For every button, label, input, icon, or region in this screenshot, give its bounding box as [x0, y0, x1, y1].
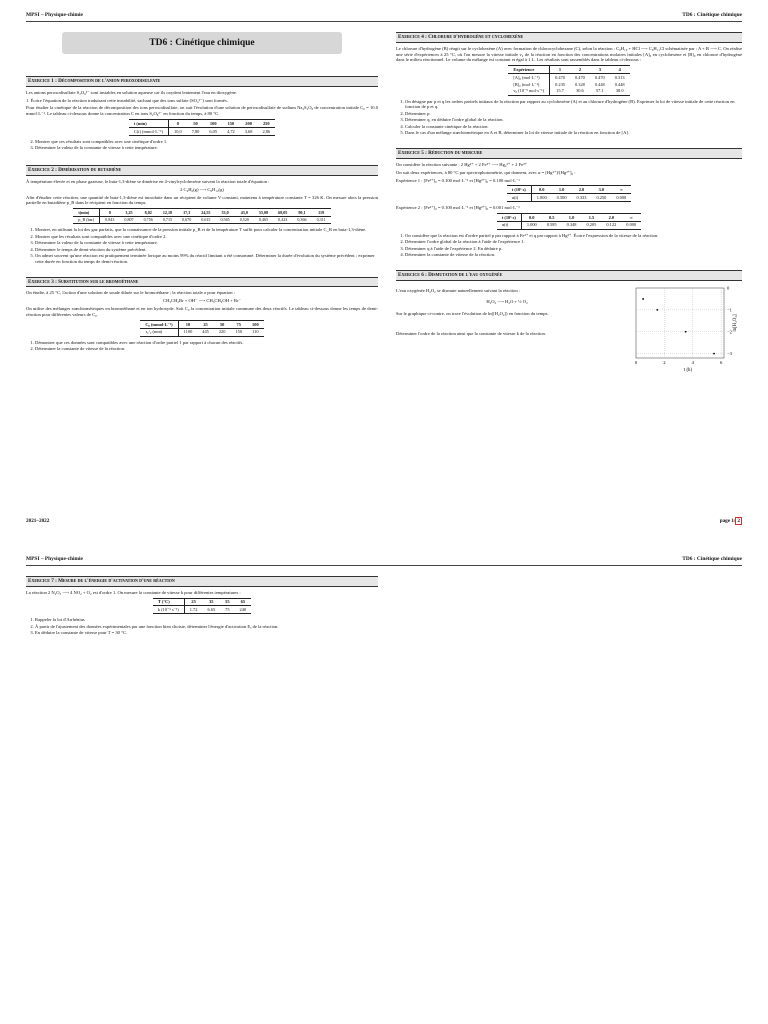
- table-cell: 0.470: [574, 74, 585, 80]
- table-cell: 240: [235, 606, 252, 614]
- table-cell: t(min): [73, 209, 99, 216]
- ex5-table2: [497, 213, 641, 230]
- table-cell: 0,715: [158, 216, 177, 223]
- ex3-heading: Exercice 3 : Substitution sur le bromoéthane: [26, 277, 378, 288]
- table-cell: 0.235: [555, 81, 565, 87]
- table-cell: 0,565: [215, 216, 234, 223]
- table-cell: 0.470: [555, 74, 565, 80]
- table-cell: 100: [204, 120, 222, 128]
- x-tick-label: 4: [691, 359, 694, 365]
- table-row: [73, 209, 330, 216]
- table-cell: 0.0: [521, 213, 541, 221]
- data-point: [713, 352, 715, 354]
- ex5-p2: On suit deux expériences, à 80 °C par spectrophotométrie, qui donnent, avec α = [Hg²⁺]/[Hg²⁺]₀ :: [396, 169, 576, 175]
- table-cell: 1: [550, 66, 570, 74]
- table-cell: 50: [187, 120, 205, 128]
- table-cell: 445: [197, 328, 214, 336]
- table-cell: 6.65: [202, 606, 220, 614]
- table-cell: 10,0: [169, 127, 187, 135]
- table-row: [497, 221, 641, 229]
- table-cell: 220: [214, 328, 231, 336]
- table-row: [140, 328, 263, 336]
- table-cell: 6,05: [204, 127, 222, 135]
- question-item: 4. Déterminer la constante de vitesse de la réaction.: [405, 252, 742, 258]
- table-cell: 1.0: [562, 213, 582, 221]
- ex7-table: [153, 598, 251, 615]
- y-tick-label: −2: [727, 328, 732, 334]
- table-cell: 17,3: [177, 209, 196, 216]
- table-cell: 0.470: [594, 74, 605, 80]
- table-row: [507, 194, 631, 202]
- table-cell: p_B (bar): [73, 216, 99, 223]
- table-cell: 1.72: [184, 606, 202, 614]
- question-item: 1. On désigne par p et q les ordres partiels initiaux de la réaction par rapport au cyclohexène (A) et au chlorure d'hydrogène (B). Exprimer la loi de vitesse initiale de cette réaction en fonction de p et q.: [405, 99, 742, 111]
- ex5-exp2: Expérience 2 : [Fe²⁺]₀ = 0.100 mol·L⁻¹ et [Hg²⁺]₀ = 0.001 mol·L⁻¹: [396, 205, 520, 211]
- ex6-p2: Sur le graphique ci-contre, on trace l'évolution de ln([H₂O₂]) en fonction du temps.: [396, 311, 549, 317]
- table-cell: 100: [247, 320, 264, 328]
- right-column: [396, 32, 742, 373]
- ex6-heading: Exercice 6 : Dismutation de l'eau oxygénée: [396, 270, 742, 281]
- question-item: 2. Montrer que les résultats sont compatibles avec une cinétique d'ordre 2.: [35, 234, 378, 240]
- table-cell: α(t): [507, 194, 532, 202]
- table-cell: 150: [230, 328, 247, 336]
- table-cell: [A]₀ (mol·L⁻¹): [508, 74, 549, 81]
- question-item: 4. Déterminer le temps de demi-réaction du système précédent.: [35, 247, 378, 253]
- table-cell: k (10⁻⁵ s⁻¹): [153, 606, 184, 614]
- table-cell: 1100: [178, 328, 197, 336]
- ex3-questions: [35, 340, 378, 352]
- table-cell: 75: [220, 606, 234, 614]
- ex2-questions: [35, 227, 378, 265]
- page2-header-right: TD6 : Cinétique chimique: [682, 556, 742, 562]
- table-cell: 75: [230, 320, 247, 328]
- table-cell: 1.0: [552, 186, 572, 194]
- table-cell: 119: [312, 209, 331, 216]
- table-cell: t (10⁵ s): [497, 213, 522, 221]
- data-point: [642, 298, 644, 300]
- table-cell: 0.333: [572, 194, 592, 202]
- table-cell: C₀ (mmol·L⁻¹): [140, 320, 178, 328]
- table-row: [73, 216, 330, 223]
- table-cell: 7,80: [187, 127, 205, 135]
- table-row: [153, 606, 251, 614]
- table-cell: 0.348: [562, 221, 582, 229]
- table-row: [497, 213, 641, 221]
- ex1-table: [129, 119, 275, 136]
- ln-h2o2-chart: [622, 284, 740, 373]
- plot-frame: [636, 288, 724, 358]
- table-cell: 30.6: [570, 88, 590, 95]
- table-cell: v₀ (10⁻⁹ mol·s⁻¹): [508, 88, 549, 95]
- table-cell: 0.000: [611, 194, 631, 202]
- table-cell: 0,520: [235, 216, 254, 223]
- ex5-exp1: Expérience 1 : [Fe²⁺]₀ = 0.100 mol·L⁻¹ et [Hg²⁺]₀ = 0.100 mol·L⁻¹: [396, 177, 520, 183]
- table-cell: 110: [247, 328, 264, 336]
- page2-header: [26, 556, 742, 563]
- table-cell: 25: [197, 320, 214, 328]
- header-rule: [26, 21, 742, 22]
- question-item: 4. Calculer la constante cinétique de la réaction.: [405, 124, 742, 130]
- table-cell: τ₁/₂ (min): [140, 328, 178, 336]
- table-row: [153, 598, 251, 606]
- table-cell: 2.0: [572, 186, 592, 194]
- ex6-equation: H₂O₂ ⟶ H₂O + ½ O₂: [486, 299, 528, 305]
- table-cell: 3,68: [240, 127, 258, 135]
- table-cell: 0.448: [614, 81, 625, 87]
- table-cell: 35: [202, 598, 220, 606]
- ex2-heading: Exercice 2 : Dimérisation du butadiène: [26, 165, 378, 176]
- table-cell: 0.000: [621, 221, 641, 229]
- table-cell: 2,86: [257, 127, 275, 135]
- table-cell: 0,423: [273, 216, 292, 223]
- ex3-p2: On utilise des mélanges stœchiométriques en bromoéthane et en ion hydroxyde. Soit C₀ la concentration initiale commune des deux réactifs. Le tableau ci-dessous donne les temps de demi-réaction pour différentes valeurs de C₀.: [26, 306, 378, 318]
- table-cell: [B]₀ (mol·L⁻¹): [508, 81, 549, 88]
- ex1-p2: 1. Écrire l'équation de la réaction traduisant cette instabilité, sachant que des ions sulfate (SO₄²⁻) sont formés.: [26, 97, 228, 103]
- table-cell: 2.0: [601, 213, 621, 221]
- table-row: [129, 127, 275, 135]
- footer-page: [720, 518, 742, 525]
- ex4-p1: Le chlorure d'hydrogène (B) réagit sur le cyclohexène (A) avec formation de chlorocyclohexane (C), selon la réaction : C₆H₁₀ + HCl ⟶ C₆H₁₁Cl schématisée par : A + B ⟶ C. On réalise une série d'expériences à 25 °C, où l'on mesure la vitesse initiale v₀ de la réaction en fonction des concentrations molaires initiales [A]₀ en cyclohexène et [B]₀ en chlorure d'hydrogène dans le milieu réactionnel. Le volume du mélange est constant et égal à 1 L. Les résultats sont rassemblés dans le tableau ci-dessous :: [396, 45, 742, 63]
- ex5-questions: [405, 233, 742, 258]
- table-cell: 65: [235, 598, 252, 606]
- table-row: [508, 74, 629, 81]
- ex3-equation: CH₃CH₂Br + OH⁻ ⟶ CH₃CH₂OH + Br⁻: [163, 298, 241, 304]
- header-left: MPSI – Physique-chimie: [26, 12, 83, 18]
- ex4-questions: [405, 99, 742, 137]
- table-cell: 1.000: [521, 221, 541, 229]
- table-cell: 50: [214, 320, 231, 328]
- y-tick-label: −3: [727, 350, 732, 356]
- footer-year: 2021–2022: [26, 518, 50, 524]
- table-cell: 0.0: [531, 186, 551, 194]
- ex5-p1: On considère la réaction suivante : 2 Hg²⁺ + 2 Fe²⁺ ⟶ Hg₂²⁺ + 2 Fe³⁺: [396, 161, 528, 167]
- ex5-table1: [507, 185, 631, 202]
- question-item: 2. Déterminer l'ordre global de la réaction à l'aide de l'expérience 1.: [405, 239, 742, 245]
- table-cell: 12,18: [158, 209, 177, 216]
- table-cell: 0.250: [591, 194, 611, 202]
- ex1-questions: [35, 139, 378, 151]
- question-item: 3. Déterminer la valeur de la constante de vitesse à cette température.: [35, 240, 378, 246]
- table-cell: 0: [169, 120, 187, 128]
- page-link[interactable]: 2: [737, 518, 740, 524]
- table-cell: 10: [178, 320, 197, 328]
- table-cell: 0,807: [119, 216, 138, 223]
- question-item: 1. On considère que la réaction est d'ordre partiel p par rapport à Fe²⁺ et q par rapport à Hg²⁺. Écrire l'expression de la vitesse de la réaction.: [405, 233, 742, 239]
- page2-left-column: [26, 576, 378, 638]
- table-cell: 24,55: [196, 209, 215, 216]
- question-item: 1. Démontrer que ces données sont compatibles avec une réaction d'ordre partiel 1 par rapport à chacun des réactifs.: [35, 340, 378, 346]
- table-cell: 3.0: [591, 186, 611, 194]
- left-column: [26, 32, 378, 354]
- table-cell: 33,0: [215, 209, 234, 216]
- table-cell: 0.500: [552, 194, 572, 202]
- table-cell: 0.585: [542, 221, 562, 229]
- x-axis-label: t (h): [683, 367, 693, 373]
- ex6-body: [396, 284, 742, 373]
- table-cell: ∞: [621, 213, 641, 221]
- question-item: 2. Montrer que ces résultats sont compatibles avec une cinétique d'ordre 1.: [35, 139, 378, 145]
- ex3-p1: On étudie, à 25 °C, l'action d'une solution de soude diluée sur le bromoéthane ; la réaction totale a pour équation :: [26, 290, 236, 296]
- table-row: [140, 320, 263, 328]
- data-point: [656, 308, 658, 310]
- table-cell: 0,366: [292, 216, 311, 223]
- table-cell: t (min): [129, 120, 169, 128]
- table-row: [508, 66, 629, 74]
- table-cell: ∞: [611, 186, 631, 194]
- table-cell: 1.000: [531, 194, 551, 202]
- table-cell: 57.1: [590, 88, 610, 95]
- question-item: 2. Déterminer p.: [405, 111, 742, 117]
- table-cell: 0,465: [254, 216, 273, 223]
- table-cell: 0,311: [312, 216, 331, 223]
- question-item: 3. Déterminer la valeur de la constante de vitesse à cette température.: [35, 145, 378, 151]
- ex7-questions: [35, 617, 378, 636]
- ex2-p2: Afin d'étudier cette réaction, une quantité de buta-1,3-diène est introduite dans un récipient de volume V constant, maintenu à température constante T = 326 K. On mesure alors la pression partielle en butadiène p_B dans le récipient en fonction du temps.: [26, 194, 378, 206]
- document-title: TD6 : Cinétique chimique: [62, 32, 342, 54]
- ex7-p1: La réaction 2 N₂O₅ ⟶ 4 NO₂ + O₂ est d'ordre 1. On mesure la constante de vitesse k pour différentes températures :: [26, 589, 241, 595]
- question-item: 2. À partir de l'ajustement des données expérimentales par une fonction bien choisie, déterminer l'énergie d'activation Eₐ de la réaction.: [35, 624, 378, 630]
- question-item: 5. On admet souvent qu'une réaction est pratiquement terminée lorsque au moins 99% du réactif limitant a été consommé. Déterminer la durée d'évolution du système précédent ; exprimer cette durée en fonction du temps de demi-réaction.: [35, 253, 378, 265]
- data-point: [685, 330, 687, 332]
- table-cell: T (°C): [153, 598, 184, 606]
- table-cell: 150: [222, 120, 240, 128]
- table-cell: 0.5: [542, 213, 562, 221]
- table-cell: 0.328: [574, 81, 585, 87]
- table-cell: Expérience: [508, 66, 549, 74]
- table-cell: 0.205: [582, 221, 602, 229]
- ex3-table: [140, 320, 263, 337]
- table-cell: 90,1: [292, 209, 311, 216]
- question-item: 3. Déterminer q, en déduire l'ordre global de la réaction.: [405, 117, 742, 123]
- table-cell: 0.448: [594, 81, 605, 87]
- table-cell: 0.122: [601, 221, 621, 229]
- table-cell: 4: [610, 66, 630, 74]
- table-cell: 0,615: [196, 216, 215, 223]
- table-cell: 68,05: [273, 209, 292, 216]
- page-footer: [26, 518, 742, 525]
- page-header: [26, 12, 742, 19]
- table-cell: 3: [590, 66, 610, 74]
- ex1-p3: Pour étudier la cinétique de la réaction de décomposition des ions peroxodisulfate, on suit l'évolution d'une solution de peroxodisulfate de sodium Na₂S₂O₈ de concentration initiale C₀ = 10.0 mmol·L⁻¹. Le tableau ci-dessous donne la concentration C en ions S₂O₈²⁻ en fonction du temps, à 80 °C.: [26, 105, 378, 117]
- table-row: [508, 81, 629, 88]
- y-tick-label: 0: [727, 285, 730, 290]
- table-cell: t (10⁵ s): [507, 186, 532, 194]
- table-cell: 38.0: [610, 88, 630, 95]
- table-cell: 0.313: [614, 74, 625, 80]
- ex2-p1: À température élevée et en phase gazeuse, le buta-1,3-diène se dimérise en 4-vinylcyclohexène suivant la réaction totale d'équation :: [26, 178, 270, 184]
- ex6-text: [396, 288, 618, 340]
- table-cell: 0,670: [177, 216, 196, 223]
- table-cell: 2: [570, 66, 590, 74]
- ex6-p1: L'eau oxygénée H₂O₂ se dismute naturellement suivant la réaction :: [396, 287, 521, 293]
- table-cell: 15.7: [550, 88, 570, 95]
- table-cell: 4,72: [222, 127, 240, 135]
- ex1-heading: Exercice 1 : Décomposition de l'anion peroxodisulfate: [26, 76, 378, 87]
- page2-header-left: MPSI – Physique-chimie: [26, 556, 83, 562]
- y-tick-label: −1: [727, 306, 732, 312]
- question-item: 5. Dans le cas d'un mélange stœchiométrique en A et B, déterminer la loi de vitesse initiale de la réaction en fonction de [A].: [405, 130, 742, 136]
- page-2: [0, 548, 768, 1024]
- table-cell: 55: [220, 598, 234, 606]
- ex1-p1: Les anions peroxodisulfate S₂O₈²⁻ sont instables en solution aqueuse car ils oxydent lentement l'eau en dioxygène.: [26, 89, 237, 95]
- table-cell: 55,08: [254, 209, 273, 216]
- table-cell: 3,25: [119, 209, 138, 216]
- x-tick-label: 0: [634, 359, 638, 365]
- question-item: 3. Déterminer q à l'aide de l'expérience 2. En déduire p.: [405, 246, 742, 252]
- table-cell: 0: [100, 209, 120, 216]
- page2-header-rule: [26, 565, 742, 566]
- table-row: [507, 186, 631, 194]
- table-cell: 200: [240, 120, 258, 128]
- ex7-heading: Exercice 7 : Mesure de l'énergie d'activation d'une réaction: [26, 576, 378, 587]
- x-tick-label: 6: [720, 359, 723, 365]
- table-cell: 8,02: [139, 209, 158, 216]
- ex5-heading: Exercice 5 : Réduction du mercure: [396, 148, 742, 159]
- question-item: 1. Rappeler la loi d'Arrhénius: [35, 617, 378, 623]
- ex4-table: [508, 65, 629, 95]
- ex4-heading: Exercice 4 : Chlorure d'hydrogène et cyclohexène: [396, 32, 742, 43]
- table-cell: α(t): [497, 221, 522, 229]
- table-cell: 43,0: [235, 209, 254, 216]
- header-right: TD6 : Cinétique chimique: [682, 12, 742, 18]
- footer-page-prefix: page 1/: [719, 518, 736, 524]
- table-cell: 25: [184, 598, 202, 606]
- x-tick-label: 2: [663, 359, 666, 365]
- ex2-equation: 2 C₄H₆(g) ⟶ C₈H₁₂(g): [180, 186, 224, 192]
- table-cell: 1.5: [582, 213, 602, 221]
- table-cell: C(t) (mmol·L⁻¹): [129, 127, 169, 135]
- ex6-p3: Déterminer l'ordre de la réaction ainsi que la constante de vitesse k de la réaction.: [396, 331, 546, 337]
- question-item: 2. Déterminer la constante de vitesse de la réaction.: [35, 346, 378, 352]
- table-row: [129, 120, 275, 128]
- table-cell: 250: [257, 120, 275, 128]
- question-item: 1. Montrer, en utilisant la loi des gaz parfaits, que la connaissance de la pression initiale p_B et de la température T suffit pour calculer la concentration initiale C_B en buta-1,3-diène.: [35, 227, 378, 233]
- table-row: [508, 88, 629, 95]
- y-axis-label: ln[H₂O₂]: [733, 313, 738, 332]
- table-cell: 0,756: [139, 216, 158, 223]
- table-cell: 0,843: [100, 216, 120, 223]
- question-item: 3. En déduire la constante de vitesse pour T = 30 °C.: [35, 630, 378, 636]
- ex2-table: [73, 208, 330, 224]
